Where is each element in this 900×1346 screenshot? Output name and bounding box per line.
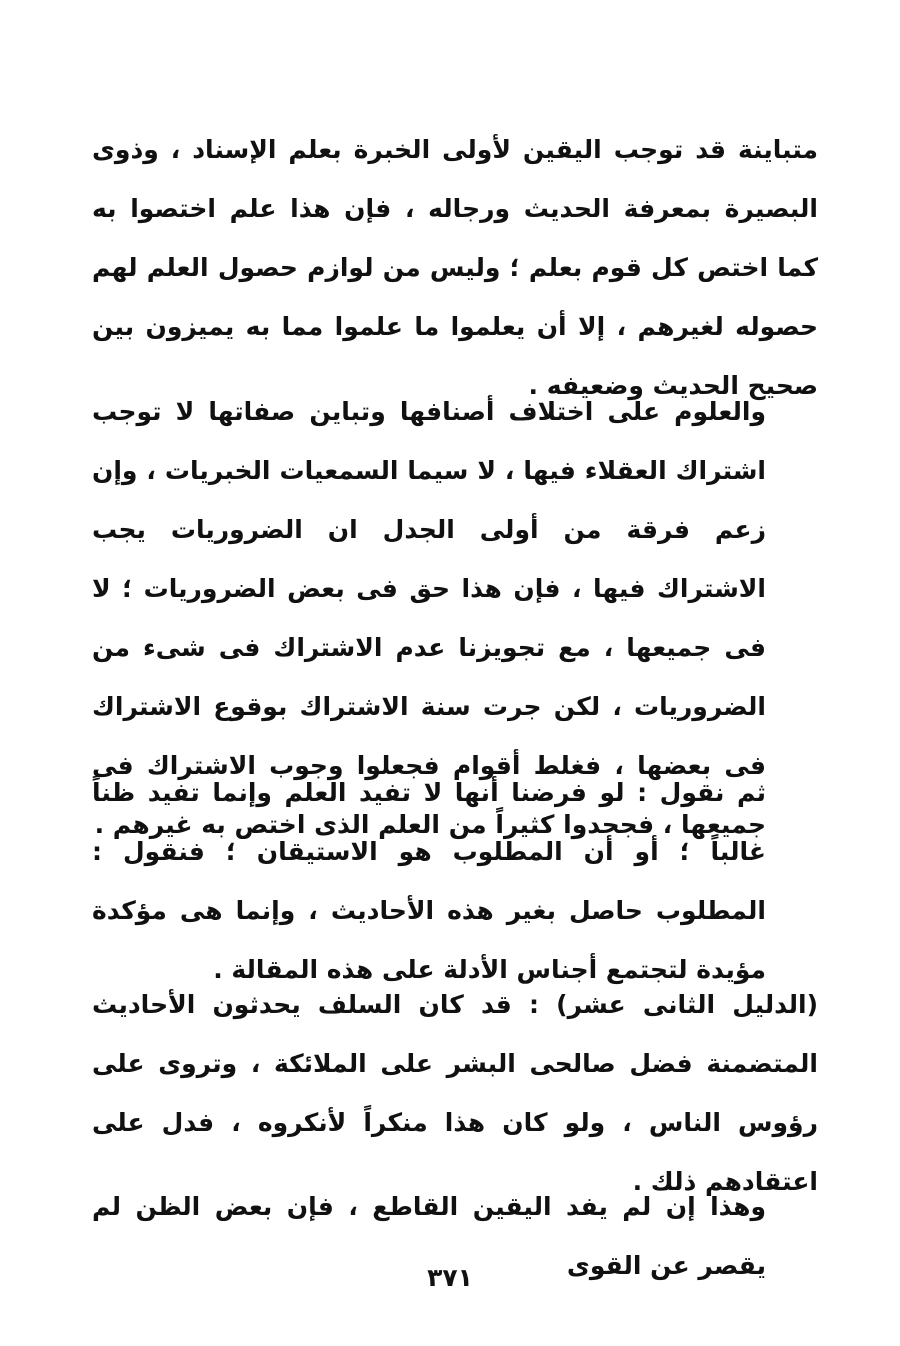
page-number: ٣٧١ xyxy=(427,1263,473,1292)
paragraph-3: ثم نقول : لو فرضنا أنها لا تفيد العلم وإنما تفيد ظناً غالباً ؛ أو أن المطلوب هو الاستيقان ؛ فنقول : المطلوب حاصل بغير هذه الأحاديث ، وإنما هى مؤكدة مؤيدة لتجتمع أجناس الأدلة على هذه المقالة . xyxy=(92,778,766,984)
paragraph-5: وهذا إن لم يفد اليقين القاطع ، فإن بعض الظن لم يقصر عن القوى xyxy=(92,1192,766,1280)
paragraph-4: (الدليل الثانى عشر) : قد كان السلف يحدثون الأحاديث المتضمنة فضل صالحى البشر على الملائكة ، وتروى على رؤوس الناس ، ولو كان هذا منكراً لأنكروه ، فدل على اعتقادهم ذلك . xyxy=(92,990,818,1196)
paragraph-2: والعلوم على اختلاف أصنافها وتباين صفاتها لا توجب اشتراك العقلاء فيها ، لا سيما السمعيات الخبريات ، وإن زعم فرقة من أولى الجدل ان الضروريات يجب الاشتراك فيها ، فإن هذا حق فى بعض الضروريات ؛ لا فى جميعها ، مع تجويزنا عدم الاشتراك فى شىء من الضروريات ، لكن جرت سنة الاشتراك بوقوع الاشتراك فى بعضها ، فغلط أقوام فجعلوا وجوب الاشتراك فى جميعها ، فجحدوا كثيراً من العلم الذى اختص به غيرهم . xyxy=(92,397,766,839)
paragraph-1: متباينة قد توجب اليقين لأولى الخبرة بعلم الإسناد ، وذوى البصيرة بمعرفة الحديث ورجاله ، فإن هذا علم اختصوا به كما اختص كل قوم بعلم ؛ وليس من لوازم حصول العلم لهم حصوله لغيرهم ، إلا أن يعلموا ما علموا مما به يميزون بين صحيح الحديث وضعيفه . xyxy=(92,135,818,400)
